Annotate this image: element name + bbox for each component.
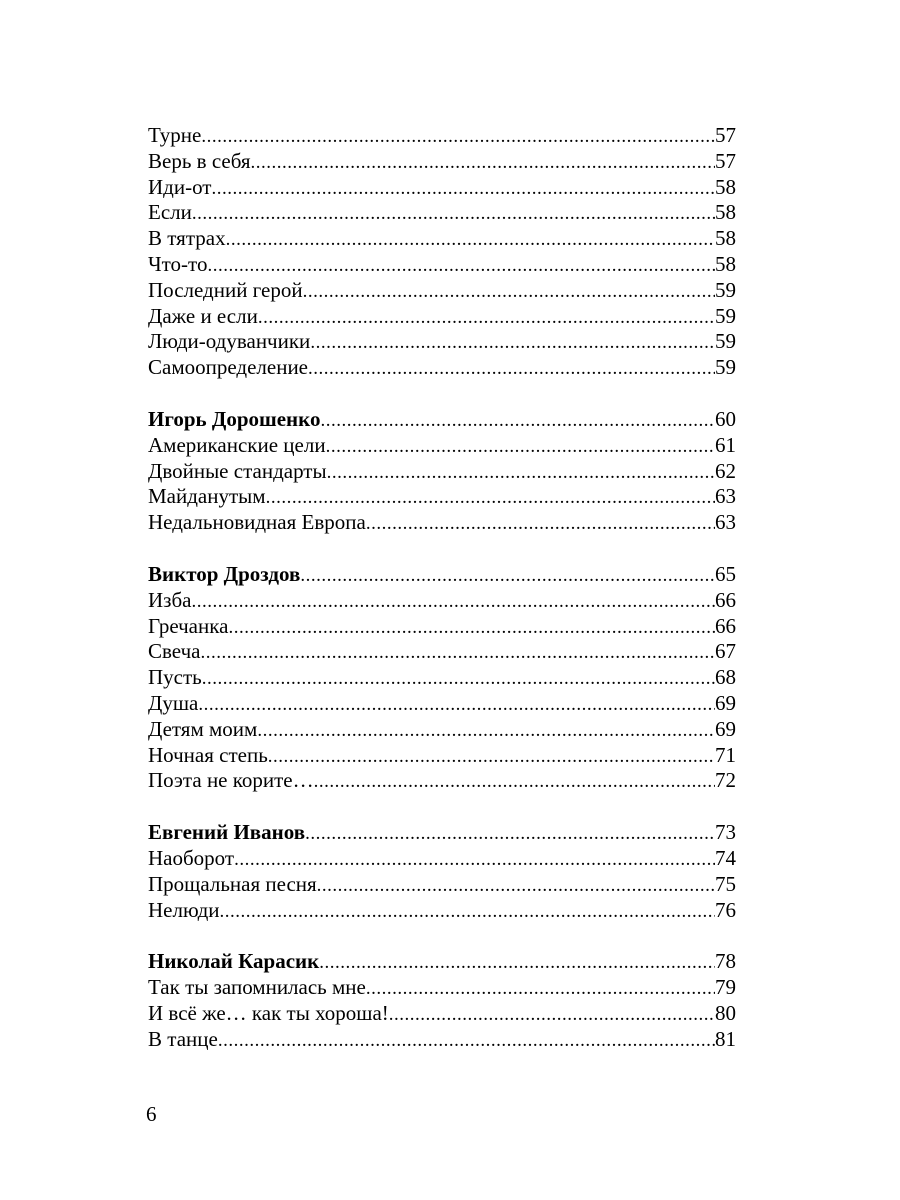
toc-entry xyxy=(148,717,736,743)
toc-section xyxy=(148,820,736,923)
poem-title: Верь в себя xyxy=(148,148,251,173)
poem-title: Нелюди xyxy=(148,897,220,922)
toc-entry xyxy=(148,510,736,536)
dot-leader xyxy=(207,253,715,279)
dot-leader xyxy=(266,485,715,511)
dot-leader xyxy=(327,460,715,486)
toc-entry xyxy=(148,459,736,485)
poem-title: Самоопределение xyxy=(148,355,309,380)
toc-entry xyxy=(148,200,736,226)
entry-page-number: 58 xyxy=(715,174,736,199)
poem-title: Майданутым xyxy=(148,484,266,509)
dot-leader xyxy=(257,718,715,744)
dot-leader xyxy=(226,227,715,253)
author-name: Виктор Дроздов xyxy=(148,561,301,586)
entry-page-number: 69 xyxy=(715,716,736,741)
entry-page-number: 60 xyxy=(715,406,736,431)
dot-leader xyxy=(300,563,715,589)
toc-entry xyxy=(148,743,736,769)
dot-leader xyxy=(220,899,715,925)
toc-entry xyxy=(148,123,736,149)
author-name: Николай Карасик xyxy=(148,949,320,974)
poem-title: Что-то xyxy=(148,251,208,276)
toc-section xyxy=(148,123,736,381)
entry-page-number: 63 xyxy=(715,484,736,509)
poem-title: Свеча xyxy=(148,639,201,664)
toc-entry xyxy=(148,768,736,794)
poem-title: И всё же… как ты хороша! xyxy=(148,1000,389,1025)
entry-page-number: 57 xyxy=(715,123,736,147)
entry-page-number: 59 xyxy=(715,303,736,328)
entry-page-number: 61 xyxy=(715,432,736,457)
toc-section xyxy=(148,407,736,536)
toc-entry xyxy=(148,691,736,717)
toc-section xyxy=(148,949,736,1052)
dot-leader xyxy=(218,1028,715,1054)
toc-entry xyxy=(148,329,736,355)
page-number: 6 xyxy=(146,1102,157,1126)
dot-leader xyxy=(268,744,715,770)
dot-leader xyxy=(303,279,715,305)
poem-title: Пусть xyxy=(148,665,202,690)
table-of-contents xyxy=(148,123,736,1053)
entry-page-number: 58 xyxy=(715,226,736,251)
dot-leader xyxy=(251,150,715,176)
poem-title: Двойные стандарты xyxy=(148,458,327,483)
dot-leader xyxy=(389,1002,715,1028)
entry-page-number: 73 xyxy=(715,820,736,845)
poem-title: Поэта не корите… xyxy=(148,768,314,793)
toc-entry xyxy=(148,149,736,175)
poem-title: Так ты запомнилась мне xyxy=(148,975,366,1000)
entry-page-number: 68 xyxy=(715,665,736,690)
toc-section xyxy=(148,562,736,794)
toc-entry xyxy=(148,588,736,614)
poem-title: Последний герой xyxy=(148,277,303,302)
dot-leader xyxy=(258,305,715,331)
poem-title: В танце xyxy=(148,1026,218,1051)
entry-page-number: 67 xyxy=(715,639,736,664)
toc-author-entry xyxy=(148,407,736,433)
entry-page-number: 74 xyxy=(715,845,736,870)
dot-leader xyxy=(201,124,715,150)
dot-leader xyxy=(320,408,715,434)
entry-page-number: 57 xyxy=(715,148,736,173)
toc-entry xyxy=(148,975,736,1001)
dot-leader xyxy=(192,201,715,227)
poem-title: В тятрах xyxy=(148,226,226,251)
poem-title: Прощальная песня xyxy=(148,871,317,896)
entry-page-number: 66 xyxy=(715,587,736,612)
toc-entry xyxy=(148,304,736,330)
poem-title: Наоборот xyxy=(148,845,235,870)
dot-leader xyxy=(308,356,715,382)
toc-entry xyxy=(148,1027,736,1053)
entry-page-number: 65 xyxy=(715,561,736,586)
poem-title: Детям моим xyxy=(148,716,258,741)
toc-author-entry xyxy=(148,562,736,588)
entry-page-number: 63 xyxy=(715,510,736,535)
dot-leader xyxy=(234,847,715,873)
entry-page-number: 59 xyxy=(715,329,736,354)
poem-title: Гречанка xyxy=(148,613,229,638)
toc-entry xyxy=(148,175,736,201)
entry-page-number: 76 xyxy=(715,897,736,922)
dot-leader xyxy=(314,769,715,795)
entry-page-number: 71 xyxy=(715,742,736,767)
dot-leader xyxy=(202,666,715,692)
entry-page-number: 58 xyxy=(715,251,736,276)
toc-entry xyxy=(148,226,736,252)
toc-entry xyxy=(148,484,736,510)
toc-author-entry xyxy=(148,820,736,846)
dot-leader xyxy=(228,615,715,641)
dot-leader xyxy=(211,176,715,202)
dot-leader xyxy=(366,511,715,537)
dot-leader xyxy=(319,950,715,976)
toc-entry xyxy=(148,846,736,872)
toc-entry xyxy=(148,433,736,459)
author-name: Игорь Дорошенко xyxy=(148,406,321,431)
poem-title: Ночная степь xyxy=(148,742,268,767)
toc-entry xyxy=(148,639,736,665)
dot-leader xyxy=(310,330,715,356)
toc-entry xyxy=(148,1001,736,1027)
poem-title: Турне xyxy=(148,123,202,147)
toc-entry xyxy=(148,665,736,691)
entry-page-number: 62 xyxy=(715,458,736,483)
dot-leader xyxy=(200,640,715,666)
poem-title: Иди-от xyxy=(148,174,212,199)
entry-page-number: 59 xyxy=(715,277,736,302)
toc-entry xyxy=(148,278,736,304)
entry-page-number: 59 xyxy=(715,355,736,380)
author-name: Евгений Иванов xyxy=(148,820,306,845)
poem-title: Душа xyxy=(148,690,199,715)
dot-leader xyxy=(198,692,715,718)
entry-page-number: 58 xyxy=(715,200,736,225)
toc-entry xyxy=(148,252,736,278)
dot-leader xyxy=(366,976,715,1002)
entry-page-number: 78 xyxy=(715,949,736,974)
poem-title: Американские цели xyxy=(148,432,326,457)
toc-entry xyxy=(148,872,736,898)
dot-leader xyxy=(317,873,715,899)
poem-title: Люди-одуванчики xyxy=(148,329,311,354)
entry-page-number: 75 xyxy=(715,871,736,896)
toc-entry xyxy=(148,614,736,640)
poem-title: Даже и если xyxy=(148,303,258,328)
entry-page-number: 72 xyxy=(715,768,736,793)
toc-entry xyxy=(148,898,736,924)
entry-page-number: 69 xyxy=(715,690,736,715)
poem-title: Если xyxy=(148,200,192,225)
poem-title: Изба xyxy=(148,587,192,612)
dot-leader xyxy=(191,589,715,615)
entry-page-number: 79 xyxy=(715,975,736,1000)
poem-title: Недальновидная Европа xyxy=(148,510,366,535)
toc-entry xyxy=(148,355,736,381)
dot-leader xyxy=(305,821,715,847)
entry-page-number: 80 xyxy=(715,1000,736,1025)
entry-page-number: 66 xyxy=(715,613,736,638)
entry-page-number: 81 xyxy=(715,1026,736,1051)
toc-author-entry xyxy=(148,949,736,975)
dot-leader xyxy=(326,434,715,460)
